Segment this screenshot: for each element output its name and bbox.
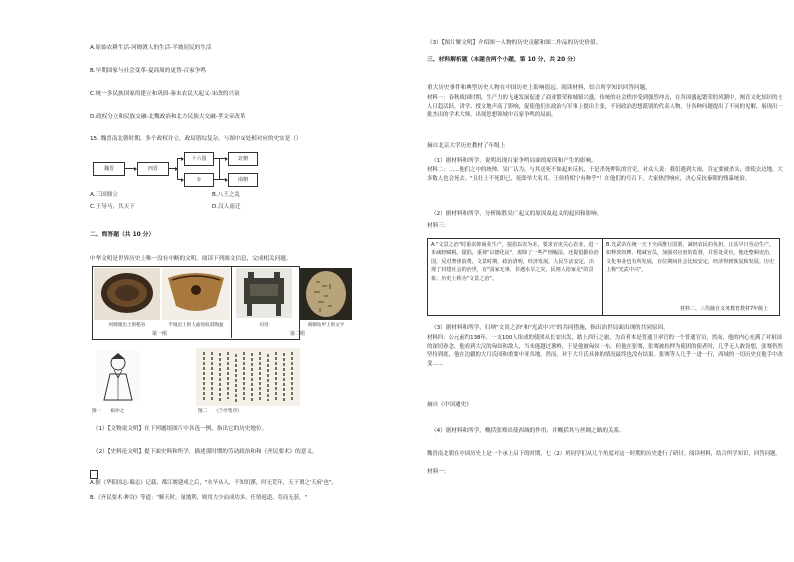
material-4-source: 摘自《中国通史》 <box>427 402 472 408</box>
painted-pottery-basin-image <box>162 268 230 320</box>
rice-grain-caption: 河姆渡出土的稻谷 <box>108 323 146 328</box>
group-2-label: 第二组 <box>290 331 306 337</box>
question-4: （4）据材料和所学，概括张骞出使西域的作用，并概括其与丝绸之路的关系。 <box>431 428 625 434</box>
oracle-bone-caption: 商朝龟甲上的文字 <box>307 323 345 328</box>
material-5-label: 材料一： <box>427 469 450 475</box>
closing-intro: 魏晋南北朝在中国历史上是一个承上启下的时期，七（2）班同学们从几个角度对这一时期的历史进行了研讨。阅读材料，结合所学知识，回答问题。 <box>427 451 781 457</box>
material-3-left-cell: A."文景之治"时重农抑商业生产，提倡以农为本，要求官吏关心农业，进一步减轻赋税。提倡，重视"以德化民"，废除了一些严刑峻法，还提倡勤俭治国，反对奢侈浪费。文景时期，政治清明，经济发展，人民生活安定，出现了封建社会的治世，有"国家无事，非遇水旱之灾，民则人给家足"的景象。历史上称为"文景之治"。 <box>427 238 603 316</box>
flow-arrow <box>213 179 227 180</box>
flow-arrow <box>213 158 227 159</box>
flow-arrow <box>177 179 183 180</box>
material-2 <box>427 166 787 183</box>
q15-option-a: A.三国鼎立 <box>90 192 118 198</box>
material-option-b: B.《齐民要术·种谷》等道："顺天时，量地利，则用力少而成功多。任情返道，劳而无获。" <box>90 495 307 501</box>
question-15-stem: 15. 魏晋南北朝时期，多个政权并立，政局错综复杂。与图中①处相对应的史实是（） <box>90 136 302 142</box>
flow-arrow <box>124 168 136 169</box>
flow-node-blank-1: ① <box>184 173 214 187</box>
material-1-text: 春秋战国时期，生产力的飞速发展促进了商业繁荣和城镇兴盛，传统的社会秩序受到强烈冲击，在各国盛起繁荣的风潮中，阐育文化知识的士人日趋活跃，讲学、授文地声高了影响，促使他们在政治与军事上提出主张，不同政治思想派别的代表人物，分各种问题提出了不同的见解，展现出一批杰出的学术大师，出现思想领域中百家争鸣的局面。 <box>427 95 783 119</box>
section-2-title: 二、简答题（共 10 分） <box>90 232 155 238</box>
option-c-prev: C.统一多民族国家的建立和巩固-秦末农民大起义-宋改的兴衰 <box>90 91 240 97</box>
group-1-label: 第一组 <box>152 331 168 337</box>
material-3-right-cell <box>602 238 780 316</box>
material-2-text: ……他们之中的统帅，吴广认为，与其送死不如起来反抗，于是杀死押队的官吏，对众人说：我们遇到大雨，肯定要被杀头；即使去边地，大多数人也会死去。"且壮士不死即已，死即举大名耳，王侯将相宁有种乎"！在他们的号召下，大家热烈响应，决心反抗秦朝的残暴统治。 <box>427 167 783 182</box>
painted-pottery-caption: 半坡出土的人面鱼纹彩陶盆 <box>168 323 224 328</box>
flow-node-xijin: 西晋 <box>137 162 169 176</box>
figure-2-caption: 图二 《兰亭集序》 <box>198 409 242 414</box>
flow-node-shiliuguo: 十六国 <box>184 152 214 166</box>
material-4-text: 公元前约138年，一支100人组成的使团从长安出发，踏上西行之旅，为首者本是普通卫率官的一个普通官员，然而，他的内心充满了对祖国的深切眷念，他看到大汉的匈奴和敌人，当未能越过葱岭，于是他被匈奴一东。但他在张骞，张骞被扣押为使团的使者时，几乎无人敢设想，张骞仍然坚持到底，他在边疆的大月氏国和重要中亚各地。然而，对于大月氏具体的情况最终也没有结果。张骞等人几乎一进一行，西域的一切历史在他手中改变…… <box>427 335 783 367</box>
question-1: （1）据材料和所学，说明出现百家争鸣局面的原因和产生的影响。 <box>431 158 597 164</box>
flow-arrow <box>177 158 183 159</box>
answer-checkbox[interactable] <box>90 470 98 479</box>
group-divider <box>231 266 232 338</box>
lanting-preface-image <box>196 348 300 406</box>
option-b-prev: B.早期国家与社会变革-夏商周的更替-百家争鸣 <box>90 68 206 74</box>
flow-arrow <box>168 168 177 169</box>
question-2: （2）据材料和所学，分析陈胜吴广起义的原因及起义的起因和影响。 <box>431 211 603 217</box>
flow-node-beichao: 北朝 <box>228 152 258 166</box>
question-3: （3）据材料和所学，归纳"文景之治"和"光武中兴"的共同措施，指出治世局面出现的共同原因。 <box>431 325 669 331</box>
sub-question-1: （1）【文物说文明】在下列题组图片中各选一例，指出它的历史地位。 <box>93 426 268 432</box>
flow-node-weijin: 魏晋 <box>93 162 125 176</box>
section-3-intro: 重大历史事件和典型历史人物在中国历史上影响很远。阅读材料，结合所学知识回答问题。 <box>427 85 651 91</box>
zu-chongzhi-portrait <box>96 350 140 402</box>
material-option-a: A.据《华阳国志·蜀志》记载，都江堰建成之后，"水旱从人，不知饥馑，时无荒年，天下谓之'天府'也"。 <box>90 480 337 486</box>
flow-node-nanchao: 南朝 <box>228 173 258 187</box>
option-d-prev: D.政权分立和民族交融-北魏政治和北方民族大交融-孝文帝改革 <box>90 114 246 120</box>
section-2-intro: 中华文明是世界历史上唯一没有中断的文明。阅读下列图文信息，完成相关问题。 <box>90 256 292 262</box>
sub-question-3: （3）【图片解文明】介绍图一人物的历史贡献和图二作品的历史价值。 <box>427 40 602 46</box>
material-1 <box>427 94 787 120</box>
bronze-ding-caption: 司母 <box>259 323 269 328</box>
sub-question-2: （2）【史料论文明】提下面史料和所学，描述那时期的劳动政治和和《齐民要术》的意义。 <box>93 449 318 455</box>
option-a-prev: A.原始农耕生活-河姆渡人的生活-半坡居民的生活 <box>90 45 212 51</box>
section-3-title: 三、材料解析题（本题含两个小题，第 10 分，共 20 分） <box>427 57 579 63</box>
material-3-right-text: B.光武帝在统一天下全面推行国策，减轻农民的负担，让其早日劳动生产，如释放奴婢，精减官员，加强对官吏的监督，并惩处贪官。他还整顿吏治，文化事业也有所发展，在位期间社会比较安定，经济得到恢复和发展。历史上称"光武中兴"。 <box>606 242 775 274</box>
oracle-bone-image <box>300 268 352 320</box>
bronze-ding-image <box>236 268 292 318</box>
material-3-source: 材料二、三均摘自义务教育教材7年级上 <box>680 306 769 312</box>
q15-option-d: D.汉人南迁 <box>212 204 241 210</box>
material-1-label: 材料一： <box>427 95 449 101</box>
q15-option-b: B.八王之乱 <box>212 192 240 198</box>
material-3-label: 材料三： <box>427 223 450 229</box>
material-4-label: 材料四： <box>427 335 449 341</box>
material-2-label: 材料二： <box>427 167 449 173</box>
material-4 <box>427 334 787 368</box>
right-column <box>405 0 794 562</box>
material-1-source: 摘自北京大学历史教材了年级上 <box>427 143 506 149</box>
flow-branch-line <box>219 158 220 179</box>
rice-grain-image <box>94 268 160 320</box>
figure-1-caption: 图一 祖冲之 <box>92 409 125 414</box>
flow-branch-line <box>177 158 178 179</box>
q15-option-c: C.王导马，共天下 <box>90 204 135 210</box>
